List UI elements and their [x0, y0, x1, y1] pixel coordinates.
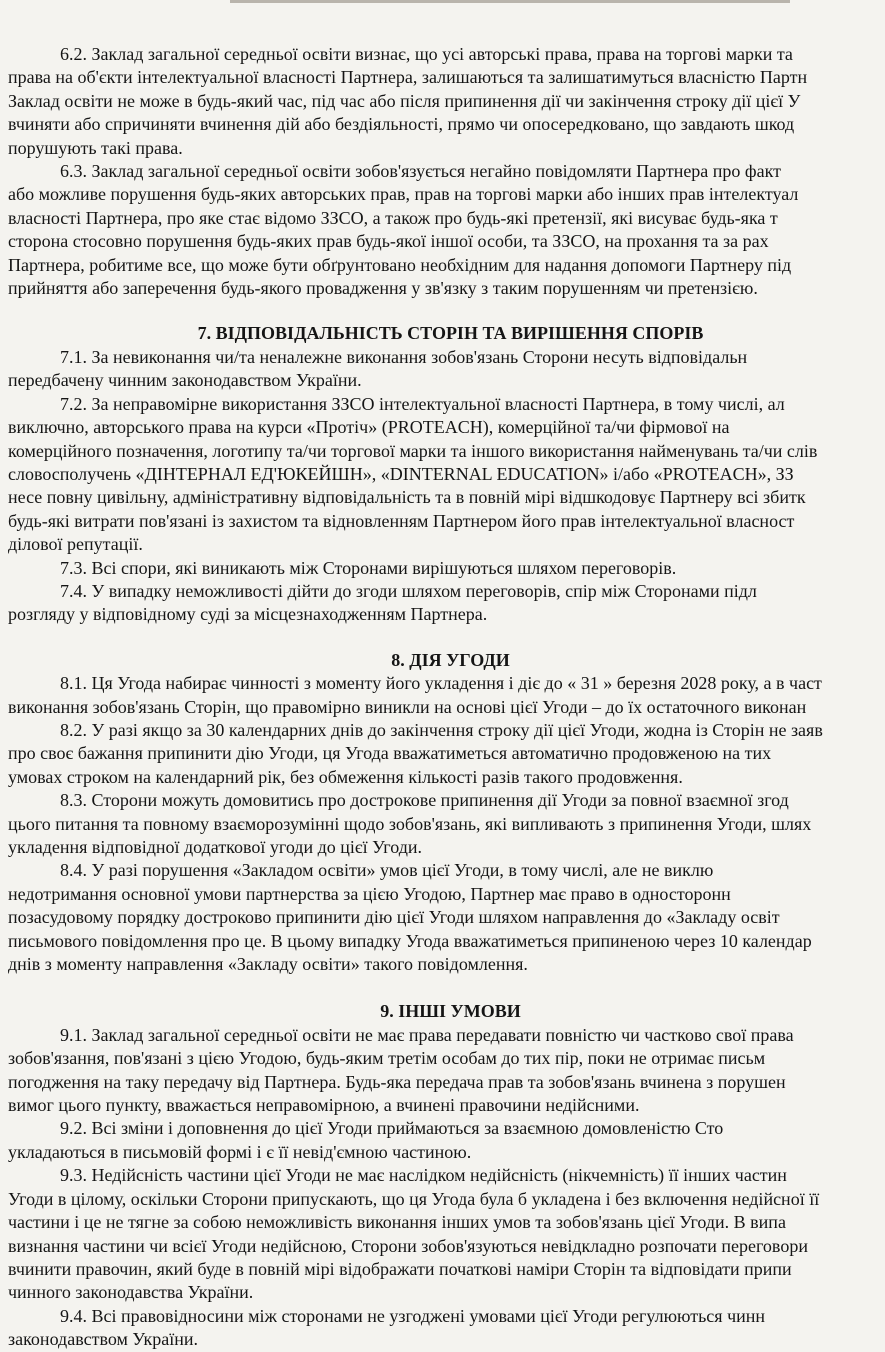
clause-6-2-line: вчиняти або спричиняти вчинення дій або бездіяльності, прямо чи опосередковано, що завдають шкод [8, 114, 795, 135]
clause-7-2-line: 7.2. За неправомірне використання ЗЗСО інтелектуальної власності Партнера, в тому числі, ал [60, 393, 785, 414]
document-page [8, 43, 885, 1352]
section-8 [8, 649, 885, 977]
clause-7-2-line: ділової репутації. [8, 534, 143, 555]
clause-7-2-line: будь-які витрати пов'язані із захистом та відновленням Партнером його прав інтелектуальної власност [8, 510, 795, 531]
clause-8-1-line: виконання зобов'язань Сторін, що правомірно виникли на основі цієї Угоди – до їх остаточного виконан [8, 696, 807, 717]
clause-9-1-line: зобов'язання, пов'язані з цією Угодою, будь-яким третім особам до тих пір, поки не отримає письм [8, 1048, 766, 1069]
section-9 [8, 1000, 885, 1351]
clause-8-3-line: цього питання та повному взаєморозумінні щодо зобов'язань, які випливають з припинення Угоди, шлях [8, 813, 812, 834]
clause-8-4-line: недотримання основної умови партнерства за цією Угодою, Партнер має право в односторонн [8, 883, 731, 904]
clause-6-3-line: Партнера, робитиме все, що може бути обґрунтовано необхідним для надання допомоги Партнеру під [8, 254, 792, 275]
clause-7-1-line: 7.1. За невиконання чи/та неналежне виконання зобов'язань Сторони несуть відповідальн [60, 346, 748, 367]
clause-9-4-line: законодавством України. [8, 1329, 199, 1350]
clause-6-2-line: Заклад освіти не може в будь-який час, під час або після припинення дії чи закінчення строку дії цієї У [8, 90, 801, 111]
section-8-heading: 8. ДІЯ УГОДИ [391, 649, 510, 670]
clause-6-3-line: сторона стосовно порушення будь-яких прав будь-якої іншої особи, та ЗЗСО, на прохання та за рах [8, 231, 769, 252]
clause-8-2-line: про своє бажання припинити дію Угоди, ця Угода вважатиметься автоматично продовженою на тих [8, 743, 772, 764]
clause-7-1-line: передбачену чинним законодавством України. [8, 370, 362, 391]
clause-6-3-line: або можливе порушення будь-яких авторських прав, прав на торгові марки або інших прав інтелектуал [8, 184, 799, 205]
clause-7-2-line: несе повну цивільну, адміністративну відповідальність та в повній мірі відшкодовує Партнеру всі збитк [8, 487, 806, 508]
clause-9-3-line: чинного законодавства України. [8, 1282, 254, 1303]
clause-8-4-line: письмового повідомлення про це. В цьому випадку Угода вважатиметься припиненою через 10 календар [8, 930, 812, 951]
clause-8-4-line: 8.4. У разі порушення «Закладом освіти» умов цієї Угоди, в тому числі, але не виклю [60, 860, 714, 881]
section-6 [8, 43, 885, 300]
clause-7-2-line: словосполучень «ДІНТЕРНАЛ ЕД'ЮКЕЙШН», «DINTERNAL EDUCATION» і/або «PROTEACH», ЗЗ [8, 463, 794, 484]
clause-8-3-line: 8.3. Сторони можуть домовитись про дострокове припинення дії Угоди за повної взаємної згод [60, 790, 789, 811]
clause-9-4-line: 9.4. Всі правовідносини між сторонами не узгоджені умовами цієї Угоди регулюються чинн [60, 1305, 766, 1326]
clause-8-2-line: умовах строком на календарний рік, без обмеження кількості разів такого продовження. [8, 766, 683, 787]
clause-8-1-line: 8.1. Ця Угода набирає чинності з моменту його укладення і діє до « 31 » березня 2028 року, а в част [60, 673, 822, 694]
clause-7-4-line: 7.4. У випадку неможливості дійти до згоди шляхом переговорів, спір між Сторонами підл [60, 580, 757, 601]
clause-9-3-line: Угоди в цілому, оскільки Сторони припускають, що ця Угода була б укладена і без включення недійсної її [8, 1188, 820, 1209]
clause-8-3-line: укладення відповідної додаткової угоди до цієї Угоди. [8, 837, 422, 857]
clause-9-3-line: вчинити правочин, який буде в повній мірі відображати початкові наміри Сторін та відповідати припи [8, 1258, 792, 1279]
clause-9-2-line: укладаються в письмовій формі і є її невід'ємною частиною. [8, 1141, 472, 1162]
clause-7-2-line: комерційного позначення, логотипу та/чи торгової марки та іншого використання найменувань та/чи слів [8, 440, 818, 461]
clause-6-2-line: права на об'єкти інтелектуальної власності Партнера, залишаються та залишатимуться власністю Партн [8, 67, 808, 88]
clause-9-1-line: вимог цього пункту, вважається неправомірною, а вчинені правочини недійсними. [8, 1095, 640, 1116]
clause-9-1-line: 9.1. Заклад загальної середньої освіти не має права передавати повністю чи частково свої права [60, 1024, 794, 1045]
section-7-heading: 7. ВІДПОВІДАЛЬНІСТЬ СТОРІН ТА ВИРІШЕННЯ СПОРІВ [197, 323, 704, 344]
clause-7-3-line: 7.3. Всі спори, які виникають між Сторонами вирішуються шляхом переговорів. [60, 557, 677, 578]
clause-9-2-line: 9.2. Всі зміни і доповнення до цієї Угоди приймаються за взаємною домовленістю Сто [60, 1118, 724, 1139]
clause-8-4-line: позасудовому порядку достроково припинити дію цієї Угоди шляхом направлення до «Закладу освіт [8, 907, 780, 928]
clause-6-3-line: 6.3. Заклад загальної середньої освіти зобов'язується негайно повідомляти Партнера про факт [60, 161, 781, 182]
clause-6-3-line: прийняття або заперечення будь-якого провадження у зв'язку з таким порушенням чи претензією. [8, 278, 758, 299]
clause-9-1-line: погодження на таку передачу від Партнера. Будь-яка передача прав та зобов'язань вчинена з порушен [8, 1071, 786, 1092]
clause-8-2-line: 8.2. У разі якщо за 30 календарних днів до закінчення строку дії цієї Угоди, жодна із Сторін не заяв [60, 719, 823, 740]
clause-6-2-line: порушують такі права. [8, 137, 183, 158]
clause-7-4-line: розгляду у відповідному суді за місцезнаходженням Партнера. [8, 604, 488, 625]
clause-9-3-line: частини і це не тягне за собою неможливість виконання інших умов та зобов'язань цієї Угоди. В випа [8, 1212, 786, 1233]
clause-8-4-line: днів з моменту направлення «Закладу освіти» такого повідомлення. [8, 954, 528, 975]
clause-6-2-line: 6.2. Заклад загальної середньої освіти визнає, що усі авторські права, права на торгові марки та [60, 44, 793, 64]
section-7 [8, 322, 885, 626]
clause-9-3-line: визнання частини чи всієї Угоди недійсною, Сторони зобов'язуються невідкладно розпочати переговори [8, 1235, 808, 1256]
clause-6-3-line: власності Партнера, про яке стає відомо ЗЗСО, а також про будь-які претензії, які висуває будь-яка т [8, 207, 778, 228]
clause-9-3-line: 9.3. Недійсність частини цієї Угоди не має наслідком недійсність (нікчемність) її інших частин [60, 1165, 787, 1186]
scan-top-edge [230, 0, 790, 3]
clause-7-2-line: виключно, авторського права на курси «Протіч» (PROTEACH), комерційної та/чи фірмової на [8, 417, 730, 438]
section-9-heading: 9. ІНШІ УМОВИ [380, 1001, 521, 1022]
